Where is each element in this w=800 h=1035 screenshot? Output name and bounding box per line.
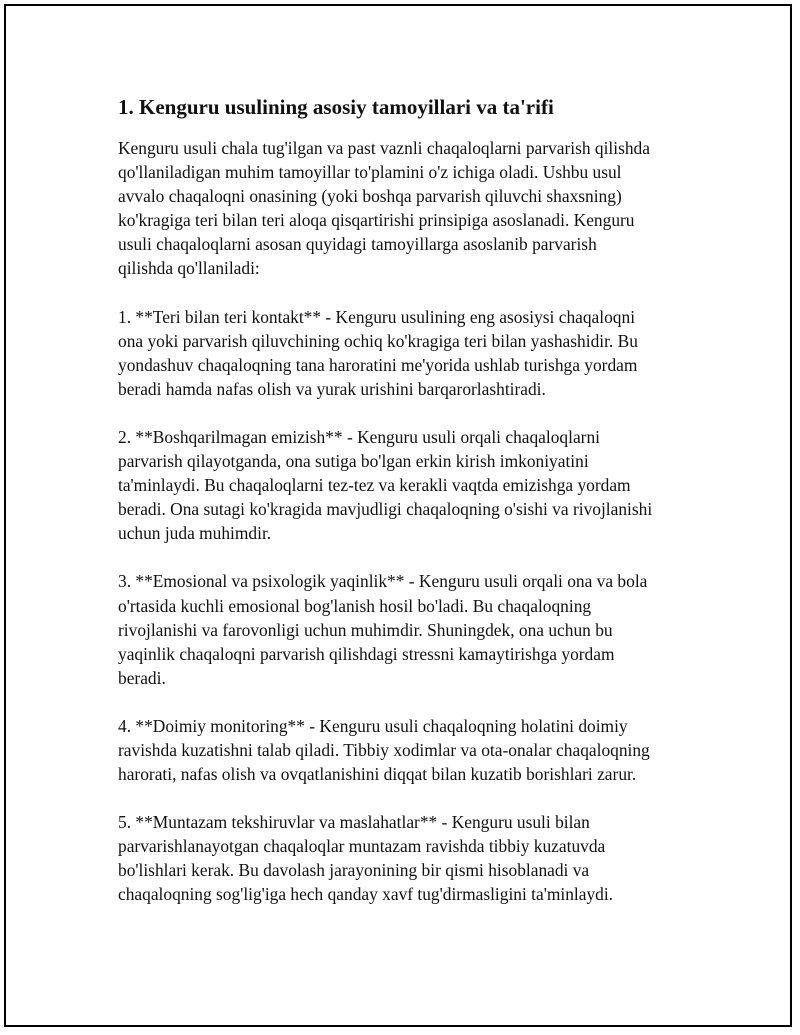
principle-paragraph-4 — [118, 714, 688, 786]
principle-paragraph-3 — [118, 569, 688, 689]
text-line: chaqaloqning sog'lig'iga hech qanday xavf tug'dirmasligini ta'minlaydi. — [118, 884, 614, 905]
text-line: beradi hamda nafas olish va yurak urishini barqarorlashtiradi. — [118, 378, 546, 399]
intro-paragraph — [118, 136, 688, 281]
text-line: parvarish qilayotganda, ona sutiga bo'lgan erkin kirish imkoniyatini — [118, 451, 589, 472]
principle-paragraph-1 — [118, 305, 688, 401]
text-line: ravishda kuzatishni talab qiladi. Tibbiy xodimlar va ota-onalar chaqaloqning — [118, 739, 650, 760]
text-line: harorati, nafas olish va ovqatlanishini diqqat bilan kuzatib borishlari zarur. — [118, 764, 637, 785]
document-title: 1. Kenguru usulining asosiy tamoyillari va ta'rifi — [118, 95, 554, 119]
text-line: yondashuv chaqaloqning tana haroratini me'yorida ushlab turishga yordam — [118, 354, 638, 375]
text-line: usuli chaqaloqlarni asosan quyidagi tamoyillarga asoslanib parvarish — [118, 234, 597, 255]
text-line: beradi. Ona sutagi ko'kragida mavjudligi chaqaloqning o'sishi va rivojlanishi — [118, 499, 653, 520]
principle-paragraph-2 — [118, 425, 688, 545]
text-line: beradi. — [118, 667, 166, 688]
text-line: parvarishlanayotgan chaqaloqlar muntazam ravishda tibbiy kuzatuvda — [118, 836, 606, 857]
text-line: ko'kragiga teri bilan teri aloqa qisqartirishi prinsipiga asoslanadi. Kenguru — [118, 210, 635, 231]
text-line: uchun juda muhimdir. — [118, 523, 272, 544]
text-line: qilishda qo'llaniladi: — [118, 258, 260, 279]
text-line: 5. **Muntazam tekshiruvlar va maslahatlar** - Kenguru usuli bilan — [118, 812, 590, 833]
text-line: qo'llaniladigan muhim tamoyillar to'plamini o'z ichiga oladi. Ushbu usul — [118, 162, 622, 183]
document-body — [118, 92, 688, 931]
text-line: Kenguru usuli chala tug'ilgan va past vaznli chaqaloqlarni parvarish qilishda — [118, 138, 650, 158]
text-line: ta'minlaydi. Bu chaqaloqlarni tez-tez va kerakli vaqtda emizishga yordam — [118, 475, 631, 496]
text-line: 4. **Doimiy monitoring** - Kenguru usuli chaqaloqning holatini doimiy — [118, 715, 628, 736]
principle-paragraph-5 — [118, 810, 688, 906]
text-line: 1. **Teri bilan teri kontakt** - Kenguru usulining eng asosiysi chaqaloqni — [118, 306, 636, 327]
text-line: ona yoki parvarish qiluvchining ochiq ko'kragiga teri bilan yashashidir. Bu — [118, 330, 638, 351]
text-line: 2. **Boshqarilmagan emizish** - Kenguru usuli orqali chaqaloqlarni — [118, 426, 600, 447]
text-line: bo'lishlari kerak. Bu davolash jarayonining bir qismi hisoblanadi va — [118, 860, 590, 881]
text-line: avvalo chaqaloqni onasining (yoki boshqa parvarish qiluvchi shaxsning) — [118, 186, 622, 207]
text-line: o'rtasida kuchli emosional bog'lanish hosil bo'ladi. Bu chaqaloqning — [118, 595, 592, 616]
text-line: rivojlanishi va farovonligi uchun muhimdir. Shuningdek, ona uchun bu — [118, 619, 613, 640]
text-line: 3. **Emosional va psixologik yaqinlik** - Kenguru usuli orqali ona va bola — [118, 571, 648, 592]
text-line: yaqinlik chaqaloqni parvarish qilishdagi stressni kamaytirishga yordam — [118, 643, 615, 664]
